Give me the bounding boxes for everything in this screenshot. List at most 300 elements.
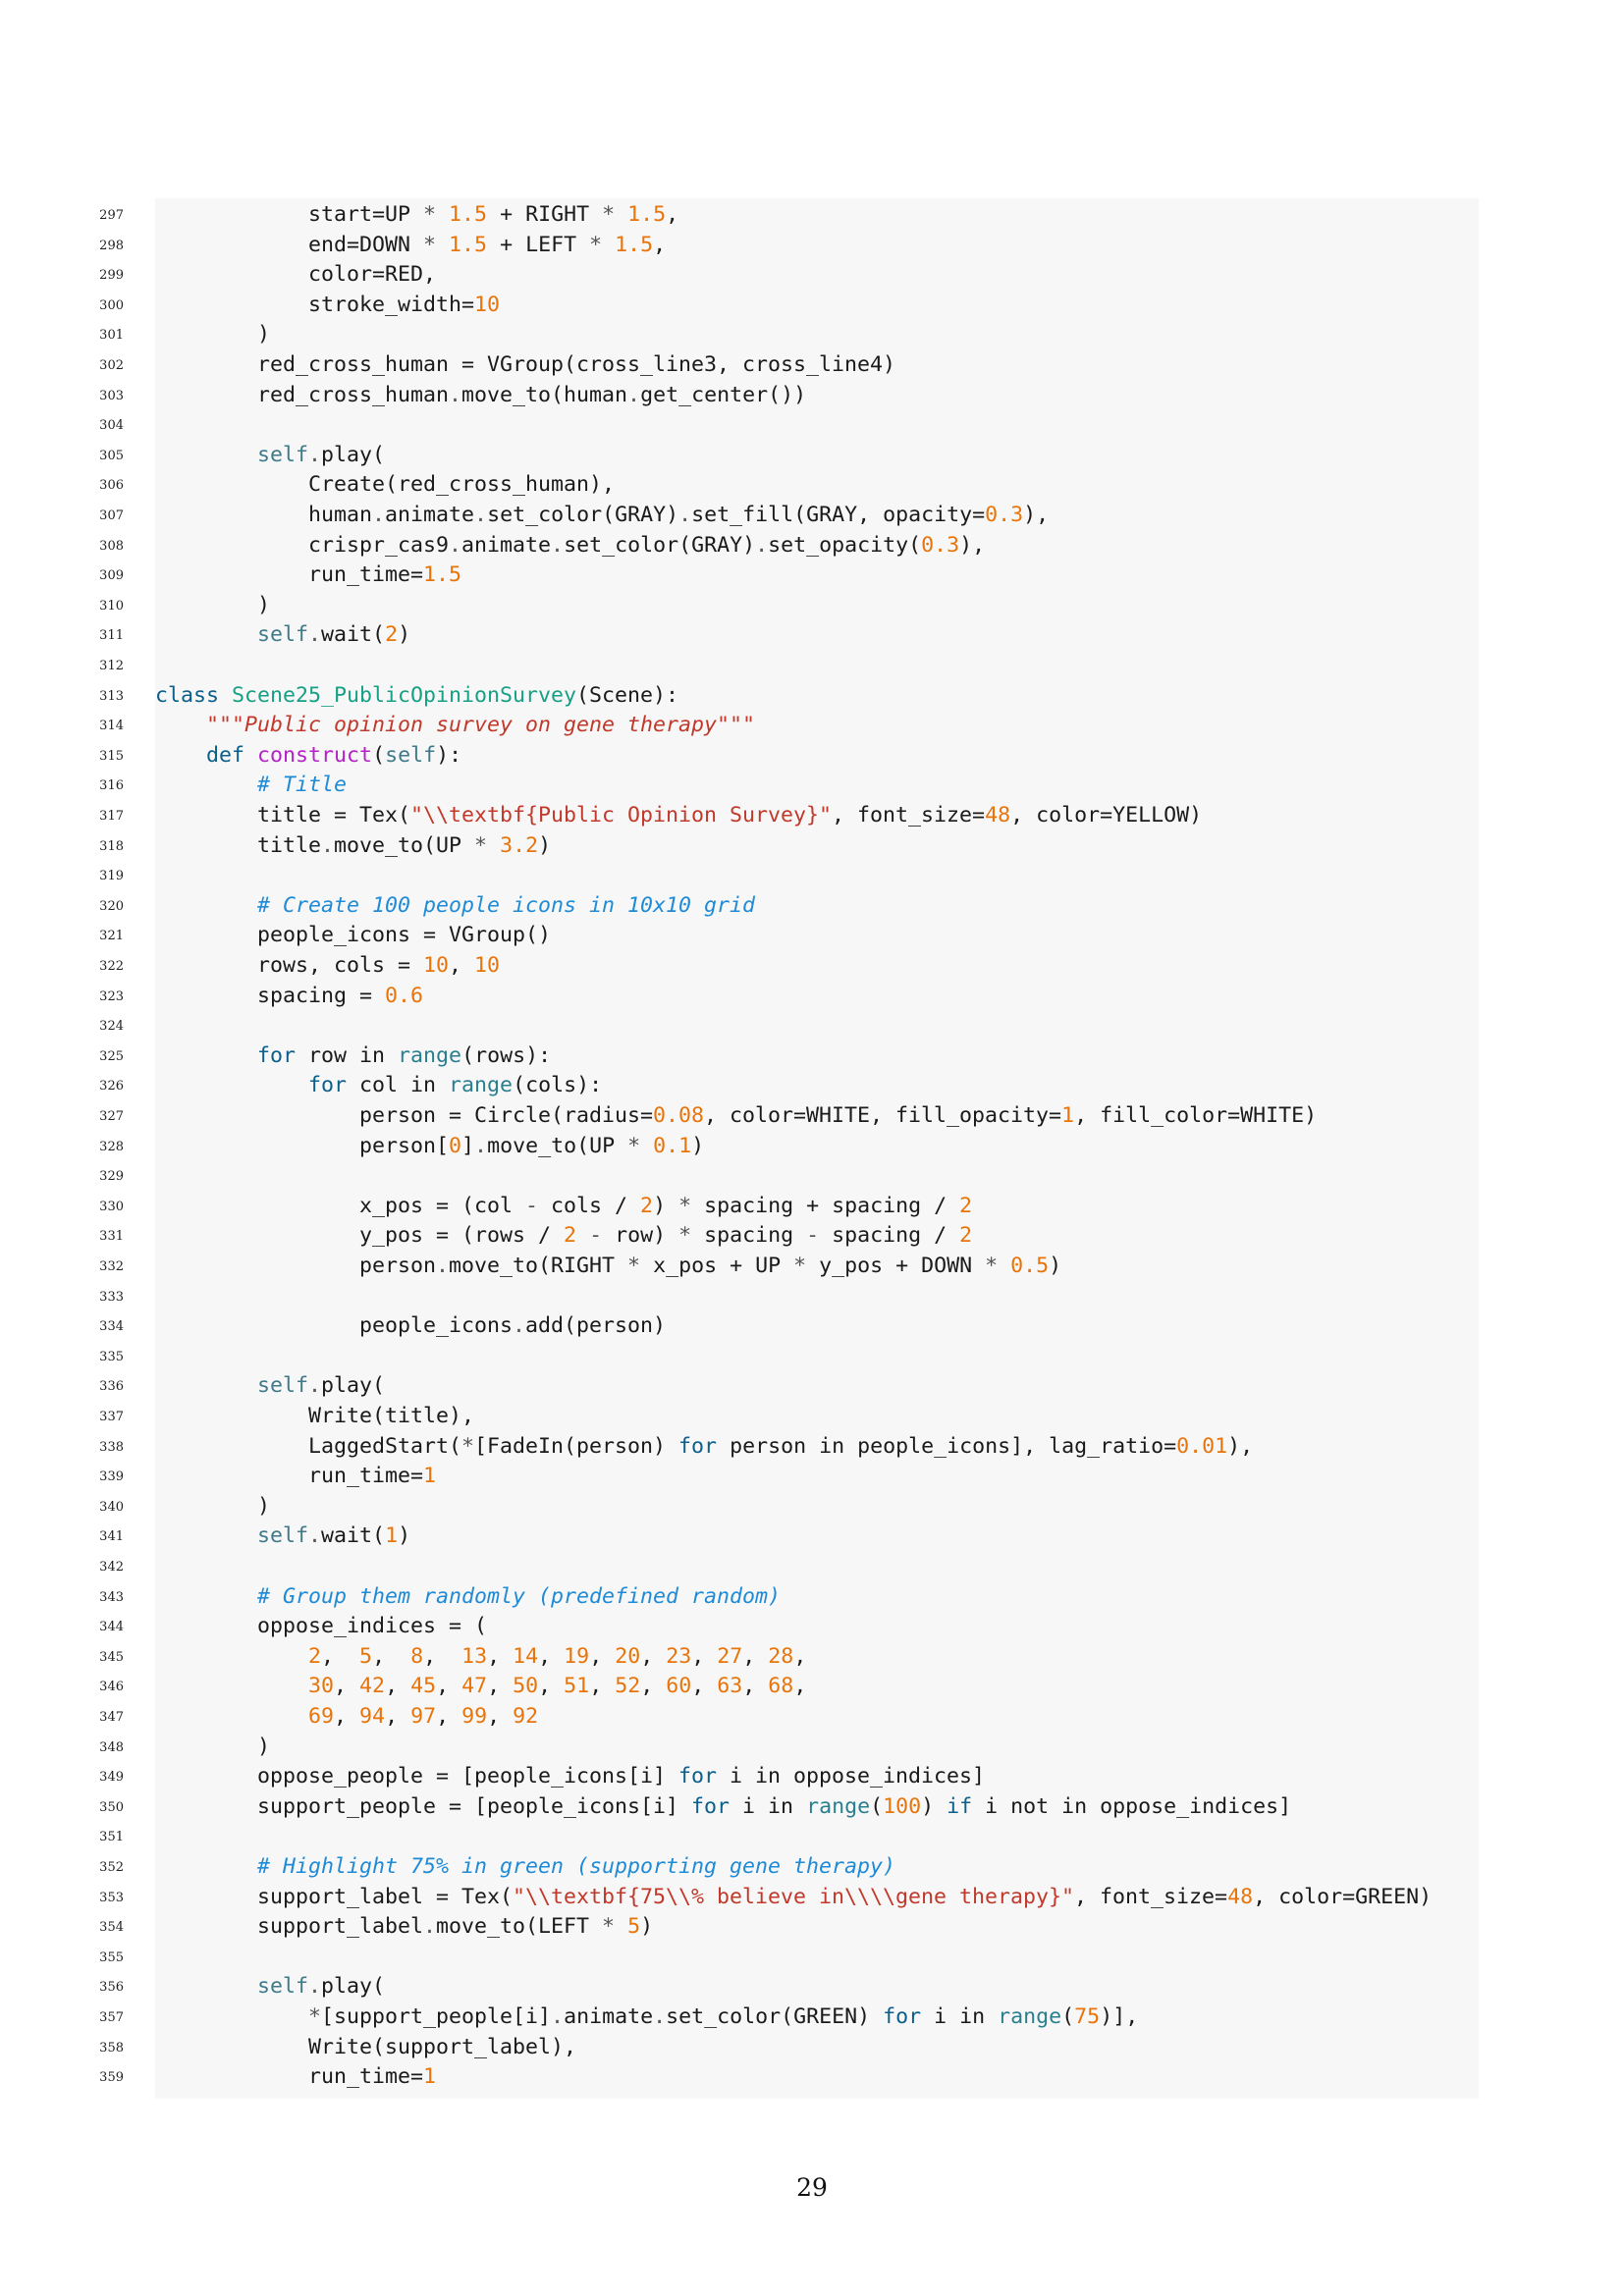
code-token: * xyxy=(985,1254,999,1278)
code-token: """Public opinion survey on gene therapy""" xyxy=(206,713,756,738)
code-token: , xyxy=(742,1643,769,1669)
code-token: Write(support_label), xyxy=(155,2034,577,2059)
code-token: add(person) xyxy=(525,1313,667,1339)
code-token: , xyxy=(487,1643,514,1669)
line-number: 342 xyxy=(99,1560,124,1575)
code-line xyxy=(0,1642,1624,1673)
code-token: set_color(GREEN) xyxy=(666,2004,884,2029)
code-line xyxy=(0,320,1624,350)
code-line xyxy=(0,231,1624,261)
code-token: 13 xyxy=(461,1643,488,1669)
code-token: cols / xyxy=(538,1193,641,1218)
code-token xyxy=(487,833,500,858)
code-text xyxy=(155,681,678,712)
code-token: , xyxy=(666,202,679,227)
code-token: 1.5 xyxy=(627,202,667,227)
line-number: 310 xyxy=(99,598,124,614)
code-token: , xyxy=(449,953,475,978)
code-token: 0.3 xyxy=(985,503,1024,527)
code-token: # Title xyxy=(257,773,348,798)
line-number: 355 xyxy=(99,1949,124,1965)
code-token: 0.08 xyxy=(653,1103,705,1128)
code-token: 1 xyxy=(423,2064,437,2090)
code-token: people_icons xyxy=(155,1313,514,1339)
code-token: . xyxy=(436,1254,450,1278)
code-line xyxy=(0,1221,1624,1252)
code-line xyxy=(0,1342,1624,1372)
code-line xyxy=(0,1552,1624,1582)
line-number: 335 xyxy=(99,1349,124,1364)
code-token: i in oppose_indices] xyxy=(717,1764,986,1789)
code-token: for xyxy=(678,1764,718,1789)
code-token: * xyxy=(474,832,488,858)
code-token: , color=GREEN) xyxy=(1253,1884,1433,1909)
code-token: 68 xyxy=(768,1674,794,1699)
code-token: * xyxy=(602,202,616,227)
code-text xyxy=(155,1041,551,1072)
line-number: 304 xyxy=(99,418,124,434)
code-token: , xyxy=(653,232,667,257)
code-token: title = Tex( xyxy=(155,803,411,828)
line-number: 314 xyxy=(99,719,124,734)
code-token: 20 xyxy=(615,1643,641,1669)
code-line xyxy=(0,1192,1624,1222)
line-number: 298 xyxy=(99,238,124,253)
code-text xyxy=(155,1612,487,1642)
line-number: 303 xyxy=(99,388,124,403)
code-token xyxy=(155,713,206,737)
code-text xyxy=(155,200,678,231)
code-token: ) xyxy=(155,1493,271,1519)
code-line xyxy=(0,291,1624,321)
code-text xyxy=(155,1702,538,1733)
code-line xyxy=(0,200,1624,231)
code-token: spacing / xyxy=(819,1223,960,1249)
code-token: 2 xyxy=(308,1643,322,1669)
code-text xyxy=(155,771,347,801)
code-text xyxy=(155,1132,704,1162)
code-token: 0.5 xyxy=(1010,1254,1050,1278)
code-token: move_to(RIGHT xyxy=(449,1254,628,1278)
code-token: 2 xyxy=(385,622,399,648)
code-token: people_icons = VGroup() xyxy=(155,923,552,948)
code-token: . xyxy=(551,2004,565,2029)
line-number: 317 xyxy=(99,809,124,824)
code-token: 75 xyxy=(1074,2004,1101,2029)
code-text xyxy=(155,951,500,982)
code-line xyxy=(0,620,1624,651)
code-line xyxy=(0,921,1624,951)
code-token: . xyxy=(308,442,322,467)
code-token: ) xyxy=(1049,1254,1062,1278)
code-token: class xyxy=(155,682,220,708)
line-number: 346 xyxy=(99,1680,124,1695)
line-number: 331 xyxy=(99,1229,124,1245)
code-token: move_to(UP xyxy=(487,1133,628,1158)
code-line xyxy=(0,1582,1624,1613)
code-line xyxy=(0,1041,1624,1072)
code-line xyxy=(0,861,1624,891)
code-text xyxy=(155,1371,385,1402)
code-token: # Highlight 75% in green (supporting gene therapy) xyxy=(257,1854,896,1879)
code-line xyxy=(0,1132,1624,1162)
code-token: spacing = xyxy=(155,983,386,1008)
code-text xyxy=(155,982,423,1012)
line-number: 307 xyxy=(99,508,124,523)
code-token: ] xyxy=(461,1133,475,1158)
code-text xyxy=(155,1582,781,1613)
code-token: . xyxy=(627,382,641,407)
code-line xyxy=(0,982,1624,1012)
code-token: i in xyxy=(921,2004,999,2029)
code-line xyxy=(0,1883,1624,1913)
code-token: row) xyxy=(602,1223,679,1249)
code-token: (Scene): xyxy=(576,682,679,708)
code-token: start=UP xyxy=(155,202,424,227)
code-token xyxy=(155,1073,308,1097)
code-token: ) xyxy=(691,1133,705,1158)
code-token: ), xyxy=(1227,1433,1254,1459)
code-token: , xyxy=(436,1674,462,1699)
code-token: crispr_cas9 xyxy=(155,532,450,558)
code-token: . xyxy=(308,1523,322,1549)
code-token: 2 xyxy=(959,1223,973,1249)
code-text xyxy=(155,1071,602,1101)
code-line xyxy=(0,531,1624,561)
code-token: 42 xyxy=(359,1674,386,1699)
code-token: 0.6 xyxy=(385,983,424,1008)
code-token xyxy=(576,1223,589,1248)
code-token: , xyxy=(538,1674,565,1699)
line-number: 316 xyxy=(99,778,124,794)
code-token: - xyxy=(806,1223,820,1249)
code-token: ) xyxy=(155,1734,271,1759)
code-token xyxy=(155,1373,257,1398)
code-token: , xyxy=(487,1704,514,1729)
line-number: 311 xyxy=(99,628,124,644)
code-token: , xyxy=(487,1674,514,1699)
code-token: 2 xyxy=(564,1223,577,1249)
code-token: wait( xyxy=(321,1523,386,1549)
line-number: 359 xyxy=(99,2070,124,2086)
line-number: 309 xyxy=(99,568,124,584)
line-number: 323 xyxy=(99,988,124,1004)
code-token: . xyxy=(474,503,488,527)
line-number: 333 xyxy=(99,1289,124,1305)
code-text xyxy=(155,620,410,651)
code-token: ), xyxy=(1023,503,1050,527)
code-line xyxy=(0,1912,1624,1943)
code-token: move_to(human xyxy=(461,382,628,407)
code-line xyxy=(0,2062,1624,2093)
code-token: * xyxy=(678,1223,692,1249)
code-line xyxy=(0,651,1624,681)
line-number: 305 xyxy=(99,448,124,463)
code-token: , color=YELLOW) xyxy=(1010,803,1203,828)
code-token: 27 xyxy=(717,1643,743,1669)
code-token: human xyxy=(155,503,373,527)
line-number: 354 xyxy=(99,1920,124,1936)
code-line xyxy=(0,1282,1624,1312)
code-token: , xyxy=(321,1643,360,1669)
code-token: , xyxy=(423,1643,462,1669)
code-text xyxy=(155,831,551,862)
line-number: 347 xyxy=(99,1710,124,1725)
code-text xyxy=(155,231,666,261)
code-token xyxy=(155,2004,308,2029)
code-token: 60 xyxy=(666,1674,692,1699)
code-token: . xyxy=(321,832,335,858)
code-line xyxy=(0,1612,1624,1642)
code-token: for xyxy=(257,1042,297,1068)
code-token: ) xyxy=(921,1793,947,1819)
code-token: . xyxy=(308,1373,322,1399)
code-token: . xyxy=(308,1974,322,2000)
code-text xyxy=(155,1972,385,2002)
code-token: 1.5 xyxy=(423,562,462,588)
code-token: 5 xyxy=(627,1914,641,1940)
code-token: move_to(LEFT xyxy=(436,1914,603,1940)
code-token: self xyxy=(257,442,309,467)
code-token: set_fill(GRAY, opacity= xyxy=(691,503,986,527)
code-text xyxy=(155,1192,972,1222)
line-number: 306 xyxy=(99,478,124,494)
code-token: 14 xyxy=(513,1643,539,1669)
line-number: 341 xyxy=(99,1529,124,1545)
code-token: 0.1 xyxy=(653,1133,692,1158)
code-token xyxy=(436,233,449,257)
code-token: def xyxy=(206,742,245,768)
code-token: range xyxy=(998,2004,1062,2029)
line-number: 332 xyxy=(99,1259,124,1274)
code-token: 10 xyxy=(474,292,501,317)
code-token: 1 xyxy=(1061,1103,1075,1128)
code-token: run_time= xyxy=(155,1464,424,1489)
code-token: * xyxy=(627,1254,641,1278)
code-token xyxy=(615,202,627,227)
code-token: LaggedStart( xyxy=(155,1433,462,1459)
code-token: 30 xyxy=(308,1674,335,1699)
code-token: * xyxy=(461,1433,475,1459)
code-token: x_pos + UP xyxy=(640,1254,794,1278)
code-token: run_time= xyxy=(155,2064,424,2090)
code-text xyxy=(155,501,1049,531)
line-number: 339 xyxy=(99,1469,124,1485)
code-token: oppose_indices = ( xyxy=(155,1614,488,1639)
code-token: person in people_icons], lag_ratio= xyxy=(717,1433,1177,1459)
code-text xyxy=(155,1883,1432,1913)
code-token: oppose_people = [people_icons[i] xyxy=(155,1764,679,1789)
code-token: 2 xyxy=(959,1193,973,1218)
code-token: * xyxy=(308,2004,322,2029)
page-number: 29 xyxy=(796,2173,828,2202)
code-token: 99 xyxy=(461,1704,488,1729)
code-token: y_pos = (rows / xyxy=(155,1223,565,1249)
code-token xyxy=(155,893,257,918)
code-text xyxy=(155,561,461,591)
code-token: i not in oppose_indices] xyxy=(972,1793,1292,1819)
code-token: 0.01 xyxy=(1176,1433,1228,1459)
code-token: 8 xyxy=(410,1643,424,1669)
code-token: 69 xyxy=(308,1704,335,1729)
code-token: ) xyxy=(155,592,271,617)
code-token: support_label = Tex( xyxy=(155,1884,514,1909)
code-text xyxy=(155,1402,474,1432)
code-token: self xyxy=(257,1523,309,1549)
code-token: y_pos + DOWN xyxy=(806,1254,986,1278)
code-token: (cols): xyxy=(513,1073,603,1098)
code-token: range xyxy=(806,1793,871,1819)
code-token: + LEFT xyxy=(487,232,590,257)
code-text xyxy=(155,921,551,951)
code-token: . xyxy=(755,532,769,558)
code-token: move_to(UP xyxy=(334,832,475,858)
code-line xyxy=(0,2033,1624,2063)
code-token: wait( xyxy=(321,622,386,648)
code-token: set_color(GRAY) xyxy=(564,532,756,558)
code-token xyxy=(155,1523,257,1548)
code-token: 45 xyxy=(410,1674,437,1699)
code-line xyxy=(0,1371,1624,1402)
code-token: range xyxy=(398,1042,462,1068)
code-token: for xyxy=(678,1433,718,1459)
code-token: "\\textbf{Public Opinion Survey}" xyxy=(410,803,833,828)
code-token: . xyxy=(653,2004,667,2029)
line-number: 329 xyxy=(99,1169,124,1185)
code-token xyxy=(155,773,257,797)
code-token: 50 xyxy=(513,1674,539,1699)
code-token: play( xyxy=(321,1974,386,2000)
line-number: 301 xyxy=(99,328,124,344)
code-token: animate xyxy=(385,503,475,527)
code-token: x_pos = (col xyxy=(155,1193,526,1218)
line-number: 348 xyxy=(99,1739,124,1755)
code-token: 0 xyxy=(449,1133,462,1158)
line-number: 357 xyxy=(99,2010,124,2025)
code-text xyxy=(155,1912,653,1943)
code-token: . xyxy=(423,1914,437,1940)
code-line xyxy=(0,350,1624,381)
code-token: , xyxy=(538,1643,565,1669)
code-token: 97 xyxy=(410,1704,437,1729)
code-text xyxy=(155,350,895,381)
code-text xyxy=(155,1762,985,1792)
code-token: 10 xyxy=(423,953,450,978)
code-token: if xyxy=(947,1793,973,1819)
code-token: set_color(GRAY) xyxy=(487,503,679,527)
line-number: 344 xyxy=(99,1620,124,1635)
code-token: # Create 100 people icons in 10x10 grid xyxy=(257,892,756,918)
code-line xyxy=(0,1161,1624,1192)
code-line xyxy=(0,1852,1624,1883)
code-token: 3.2 xyxy=(500,832,539,858)
code-token: . xyxy=(449,382,462,407)
code-text xyxy=(155,2002,1138,2033)
code-line xyxy=(0,1071,1624,1101)
code-token: range xyxy=(449,1073,514,1098)
code-text xyxy=(155,801,1202,831)
code-token: ) xyxy=(640,1914,654,1940)
code-text xyxy=(155,1642,806,1673)
code-text xyxy=(155,1221,972,1252)
code-token: ( xyxy=(870,1793,884,1819)
code-token: * xyxy=(423,202,437,227)
code-token xyxy=(640,1134,653,1158)
code-token: title xyxy=(155,832,322,858)
code-line xyxy=(0,1432,1624,1463)
code-token: 47 xyxy=(461,1674,488,1699)
code-token: col in xyxy=(347,1073,450,1098)
code-line xyxy=(0,410,1624,441)
code-token: person xyxy=(155,1254,437,1278)
code-token: , xyxy=(589,1643,616,1669)
code-line xyxy=(0,1311,1624,1342)
code-token xyxy=(155,1674,308,1698)
code-token: 48 xyxy=(985,803,1011,828)
line-number: 299 xyxy=(99,268,124,284)
code-token: , xyxy=(742,1674,769,1699)
code-token xyxy=(998,1254,1010,1278)
code-token: ) xyxy=(155,322,271,347)
line-number: 297 xyxy=(99,208,124,223)
code-line xyxy=(0,1792,1624,1823)
code-text xyxy=(155,591,270,621)
code-token: . xyxy=(513,1313,526,1339)
code-token: ) xyxy=(398,1523,411,1549)
code-token: 48 xyxy=(1227,1884,1254,1909)
code-token: 0.3 xyxy=(921,532,960,558)
line-number: 318 xyxy=(99,838,124,854)
code-line xyxy=(0,561,1624,591)
code-token: . xyxy=(372,503,386,527)
code-token: . xyxy=(678,503,692,527)
code-token: construct xyxy=(257,742,373,768)
code-token: 19 xyxy=(564,1643,590,1669)
code-token: ): xyxy=(436,742,462,768)
code-token: . xyxy=(449,532,462,558)
line-number: 322 xyxy=(99,959,124,974)
code-line xyxy=(0,470,1624,501)
code-token: stroke_width= xyxy=(155,292,475,317)
code-text xyxy=(155,1733,270,1763)
code-line xyxy=(0,771,1624,801)
code-token: 1.5 xyxy=(449,202,488,227)
code-token: , xyxy=(793,1674,807,1699)
code-token: animate xyxy=(461,532,552,558)
code-token: [FadeIn(person) xyxy=(474,1433,679,1459)
code-token: red_cross_human = VGroup(cross_line3, cross_line4) xyxy=(155,352,896,377)
code-token: 1.5 xyxy=(449,232,488,257)
code-token: - xyxy=(525,1193,539,1218)
line-number: 337 xyxy=(99,1410,124,1424)
code-token: [support_people[i] xyxy=(321,2004,552,2029)
code-text xyxy=(155,1101,1317,1132)
code-token: red_cross_human xyxy=(155,382,450,407)
code-line xyxy=(0,891,1624,922)
code-token: 51 xyxy=(564,1674,590,1699)
line-number: 302 xyxy=(99,358,124,373)
code-token: + RIGHT xyxy=(487,202,603,227)
line-number: 336 xyxy=(99,1379,124,1395)
code-token: 52 xyxy=(615,1674,641,1699)
code-token: * xyxy=(589,232,603,257)
code-token: 63 xyxy=(717,1674,743,1699)
code-token xyxy=(155,1974,257,1999)
code-token: , xyxy=(589,1674,616,1699)
code-text xyxy=(155,741,461,772)
code-token: run_time= xyxy=(155,562,424,588)
code-token: , xyxy=(334,1704,360,1729)
